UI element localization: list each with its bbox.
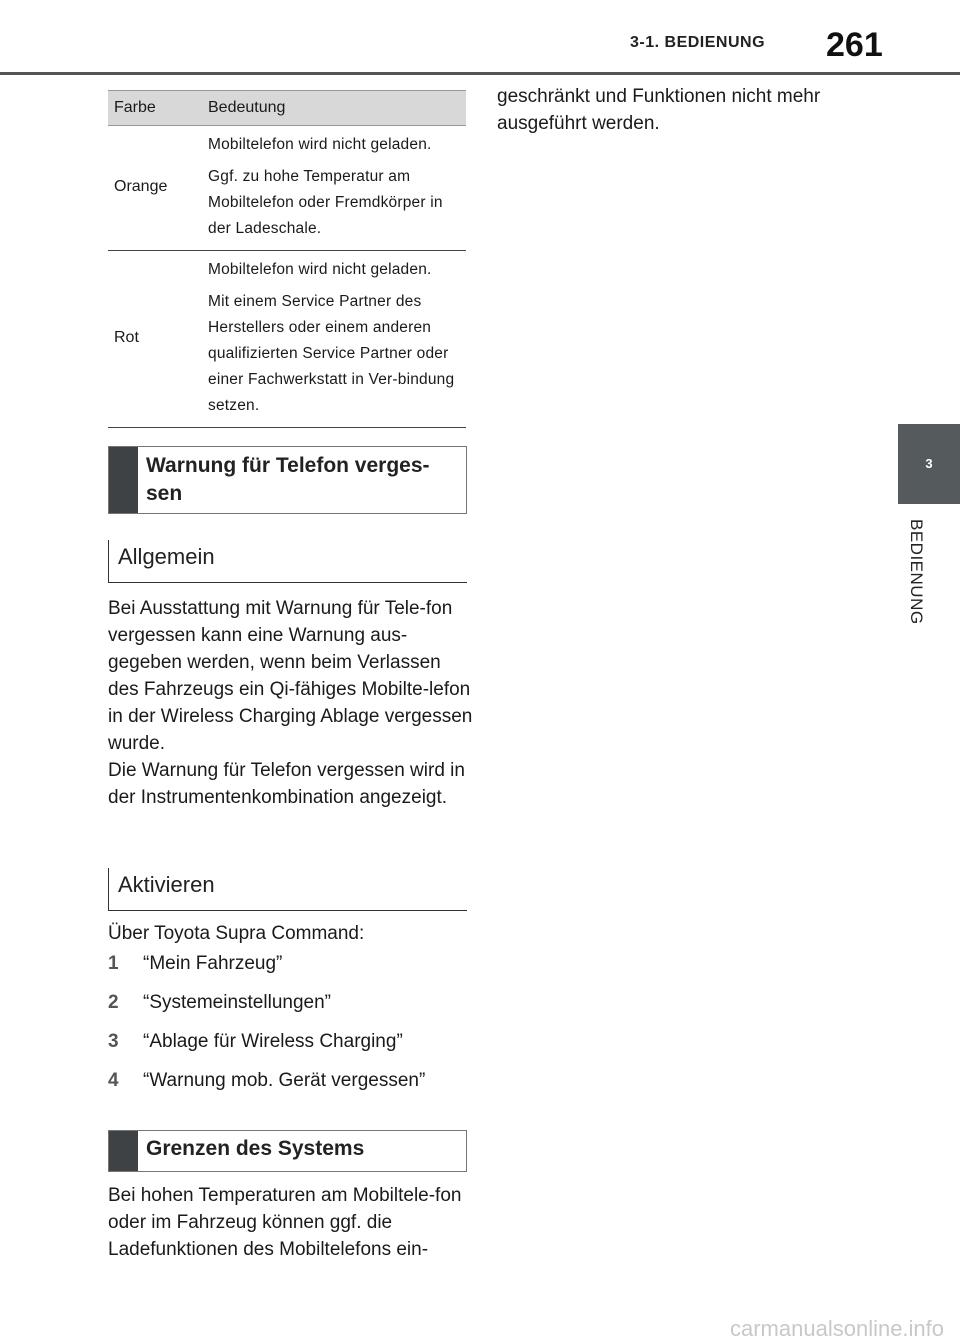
watermark[interactable]: carmanualsonline.info: [730, 1316, 945, 1341]
section-heading-warning: [108, 446, 467, 514]
step-text: “Systemeinstellungen”: [143, 992, 331, 1013]
table-row: [108, 126, 466, 251]
color-meaning-table: [108, 90, 466, 428]
step-item: [108, 1067, 468, 1094]
section-heading-limits: [108, 1130, 467, 1172]
paragraph: Bei Ausstattung mit Warnung für Tele-fon vergessen kann eine Warnung aus-gegeben werden, wenn beim Verlassen des Fahrzeugs ein Qi-fähiges Mobilte-lefon in der Wireless Charging Ablage vergessen wurde.: [108, 598, 473, 754]
section-title: Warnung für Telefon verges-sen: [146, 454, 430, 505]
table-header-meaning: Bedeutung: [208, 91, 466, 126]
meaning-line: Ggf. zu hohe Temperatur am Mobiltelefon oder Fremdkörper in der Ladeschale.: [208, 168, 443, 237]
subsection-allgemein: [108, 540, 467, 583]
subsection-aktivieren: [108, 868, 467, 911]
header-section-title: 3-1. BEDIENUNG: [630, 34, 766, 51]
subsection-title: Aktivieren: [118, 872, 215, 897]
paragraph-continued: geschränkt und Funktionen nicht mehr ausgeführt werden.: [497, 86, 821, 134]
table-cell-meaning: [208, 251, 466, 428]
section-bar: [109, 447, 138, 513]
table-header-row: [108, 91, 466, 126]
meaning-line: Mobiltelefon wird nicht geladen.: [208, 136, 432, 153]
step-text: “Mein Fahrzeug”: [143, 953, 283, 974]
chapter-tab[interactable]: 3: [898, 424, 960, 504]
step-item: [108, 989, 468, 1016]
step-item: [108, 950, 468, 977]
paragraph: Bei hohen Temperaturen am Mobiltele-fon oder im Fahrzeug können ggf. die Ladefunktionen des Mobiltelefons ein-: [108, 1185, 462, 1260]
table-row: [108, 251, 466, 428]
step-text: “Warnung mob. Gerät vergessen”: [143, 1070, 426, 1091]
subsection-title: Allgemein: [118, 544, 215, 569]
section-bar: [109, 1131, 138, 1171]
meaning-line: Mobiltelefon wird nicht geladen.: [208, 261, 432, 278]
table-cell-color: Orange: [108, 126, 208, 251]
page-number: 261: [826, 26, 883, 64]
step-number: 3: [108, 1031, 119, 1052]
step-item: [108, 1028, 468, 1055]
chapter-label: BEDIENUNG: [907, 519, 926, 625]
table-header-color: Farbe: [108, 91, 208, 126]
meaning-line: Mit einem Service Partner des Herstellers oder einem anderen qualifizierten Service Partner oder einer Fachwerkstatt in Ver-bindung setzen.: [208, 293, 455, 414]
header-rule: [0, 72, 960, 75]
step-number: 1: [108, 953, 119, 974]
table-cell-meaning: [208, 126, 466, 251]
step-number: 2: [108, 992, 119, 1013]
step-text: “Ablage für Wireless Charging”: [143, 1031, 403, 1052]
step-number: 4: [108, 1070, 119, 1091]
table-cell-color: Rot: [108, 251, 208, 428]
section-title: Grenzen des Systems: [146, 1137, 365, 1160]
paragraph: Die Warnung für Telefon vergessen wird in der Instrumentenkombination angezeigt.: [108, 760, 465, 808]
paragraph: Über Toyota Supra Command:: [108, 923, 365, 944]
